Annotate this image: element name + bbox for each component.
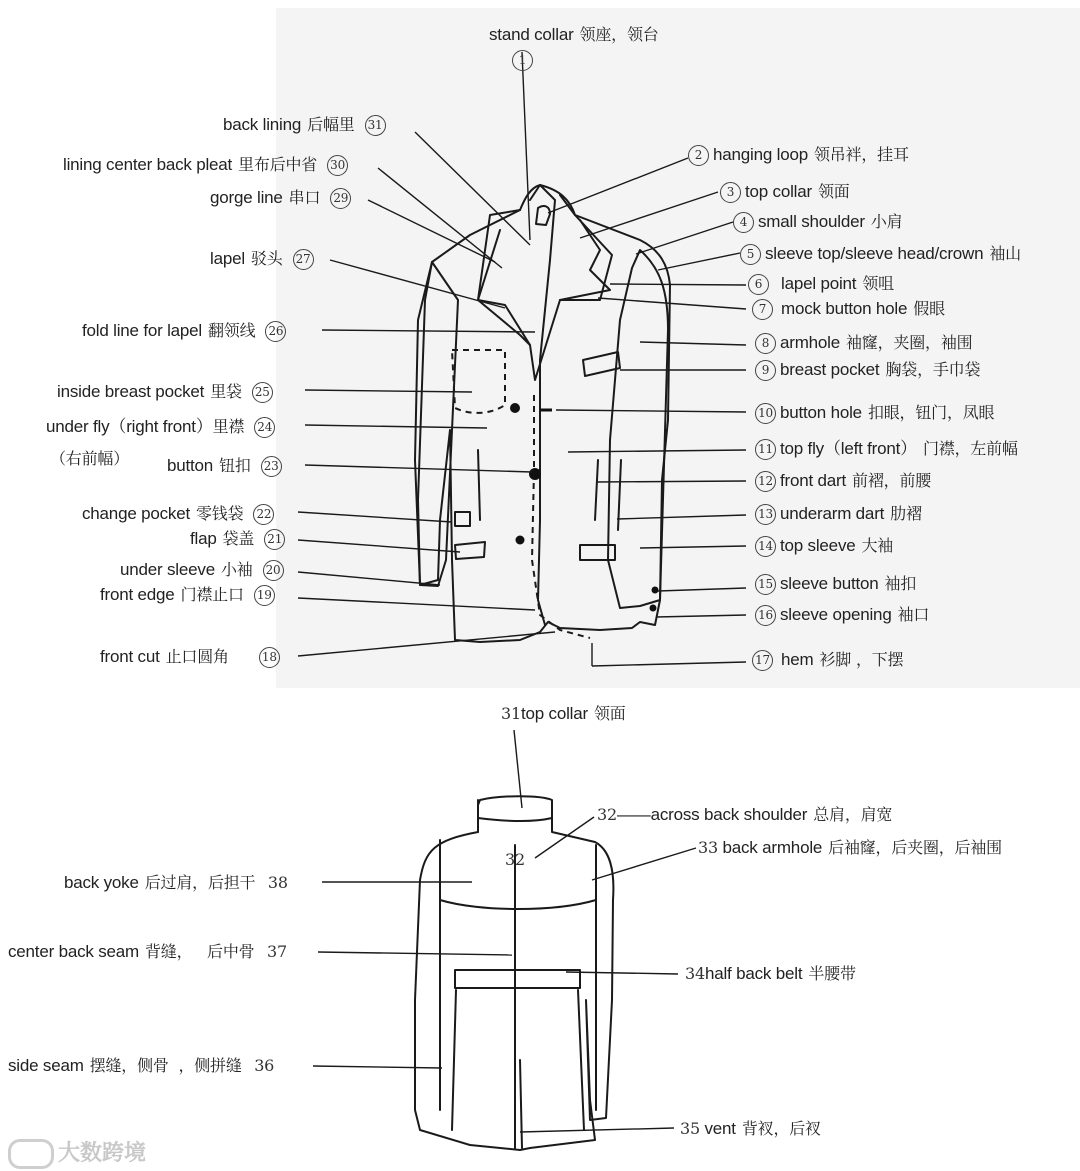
label-back-top-collar: 31top collar 领面 (501, 704, 626, 723)
back-leader-lines (313, 730, 696, 1132)
label-top-sleeve: 14 top sleeve 大袖 (755, 536, 893, 557)
button-1 (510, 403, 520, 413)
label-front-edge: front edge 门襟止口 19 (100, 585, 275, 606)
label-half-back-belt: 34half back belt 半腰带 (685, 964, 856, 983)
watermark: 大数跨境 (8, 1136, 146, 1169)
label-breast-pocket: 9 breast pocket 胸袋，手巾袋 (755, 360, 980, 381)
label-sleeve-button: 15 sleeve button 袖扣 (755, 574, 916, 595)
label-under-sleeve: under sleeve 小袖 20 (120, 560, 284, 581)
label-lapel-point: 6 lapel point 领咀 (748, 274, 894, 295)
vent-line (520, 1060, 522, 1148)
label-gorge-line: gorge line 串口 29 (210, 188, 351, 209)
label-side-seam: side seam 摆缝，侧骨 ，侧拼缝 36 (8, 1056, 275, 1075)
sleeve-button-2 (650, 605, 657, 612)
label-inside-breast-pocket: inside breast pocket 里袋 25 (57, 382, 273, 403)
label-front-dart: 12 front dart 前褶，前腰 (755, 471, 931, 492)
label-change-pocket: change pocket 零钱袋 22 (82, 504, 274, 525)
label-hanging-loop: 2 hanging loop 领吊袢，挂耳 (688, 145, 909, 166)
back-side-seam-left (452, 990, 456, 1130)
button-2 (529, 468, 541, 480)
label-front-cut: front cut 止口圆角 18 (100, 647, 280, 668)
label-top-fly: 11 top fly（left front） 门襟，左前幅 (755, 439, 1018, 460)
label-armhole: 8 armhole 袖窿，夹圈，袖围 (755, 333, 972, 354)
label-button-hole: 10 button hole 扣眼，钮门，凤眼 (755, 403, 994, 424)
label-right-front-cn: （右前幅） (50, 449, 130, 468)
label-center-back-seam: center back seam 背缝， 后中骨 37 (8, 942, 287, 961)
label-back-armhole: 33 back armhole 后袖窿，后夹圈，后袖围 (698, 838, 1002, 857)
sleeve-button-1 (652, 587, 659, 594)
label-sleeve-top: 5 sleeve top/sleeve head/crown 袖山 (740, 244, 1021, 265)
watermark-logo-icon (8, 1139, 54, 1169)
half-back-belt-shape (455, 970, 580, 988)
label-back-lining: back lining 后幅里 31 (223, 115, 386, 136)
label-under-fly: under fly（right front）里襟 24 (46, 417, 275, 438)
label-sleeve-opening: 16 sleeve opening 袖口 (755, 605, 929, 626)
label-lining-center-back-pleat: lining center back pleat 里布后中省 30 (63, 155, 348, 176)
back-side-seam-right (578, 990, 584, 1130)
label-mock-button-hole: 7 mock button hole 假眼 (752, 299, 945, 320)
label-fold-line-for-lapel: fold line for lapel 翻领线 26 (82, 321, 286, 342)
label-vent: 35 vent 背衩，后衩 (680, 1119, 821, 1138)
label-hem: 17 hem 衫脚 ，下摆 (752, 650, 903, 671)
label-stand-collar-num: 1 (512, 50, 533, 71)
label-across-back-shoulder: 32——across back shoulder 总肩，肩宽 (597, 805, 893, 824)
label-underarm-dart: 13 underarm dart 肋褶 (755, 504, 922, 525)
label-small-shoulder: 4 small shoulder 小肩 (733, 212, 902, 233)
back-yoke-seam (440, 900, 596, 909)
button-3 (516, 536, 525, 545)
label-top-collar: 3 top collar 领面 (720, 182, 850, 203)
label-flap: flap 袋盖 21 (190, 529, 285, 550)
label-stand-collar: stand collar 领座，领台 (489, 25, 659, 44)
label-lapel: lapel 驳头 27 (210, 249, 314, 270)
label-button: button 钮扣 23 (167, 456, 282, 477)
label-back-yoke: back yoke 后过肩，后担干 38 (64, 873, 288, 892)
back-collar-seam (478, 818, 552, 821)
label-inner-32: 32 (505, 850, 525, 869)
